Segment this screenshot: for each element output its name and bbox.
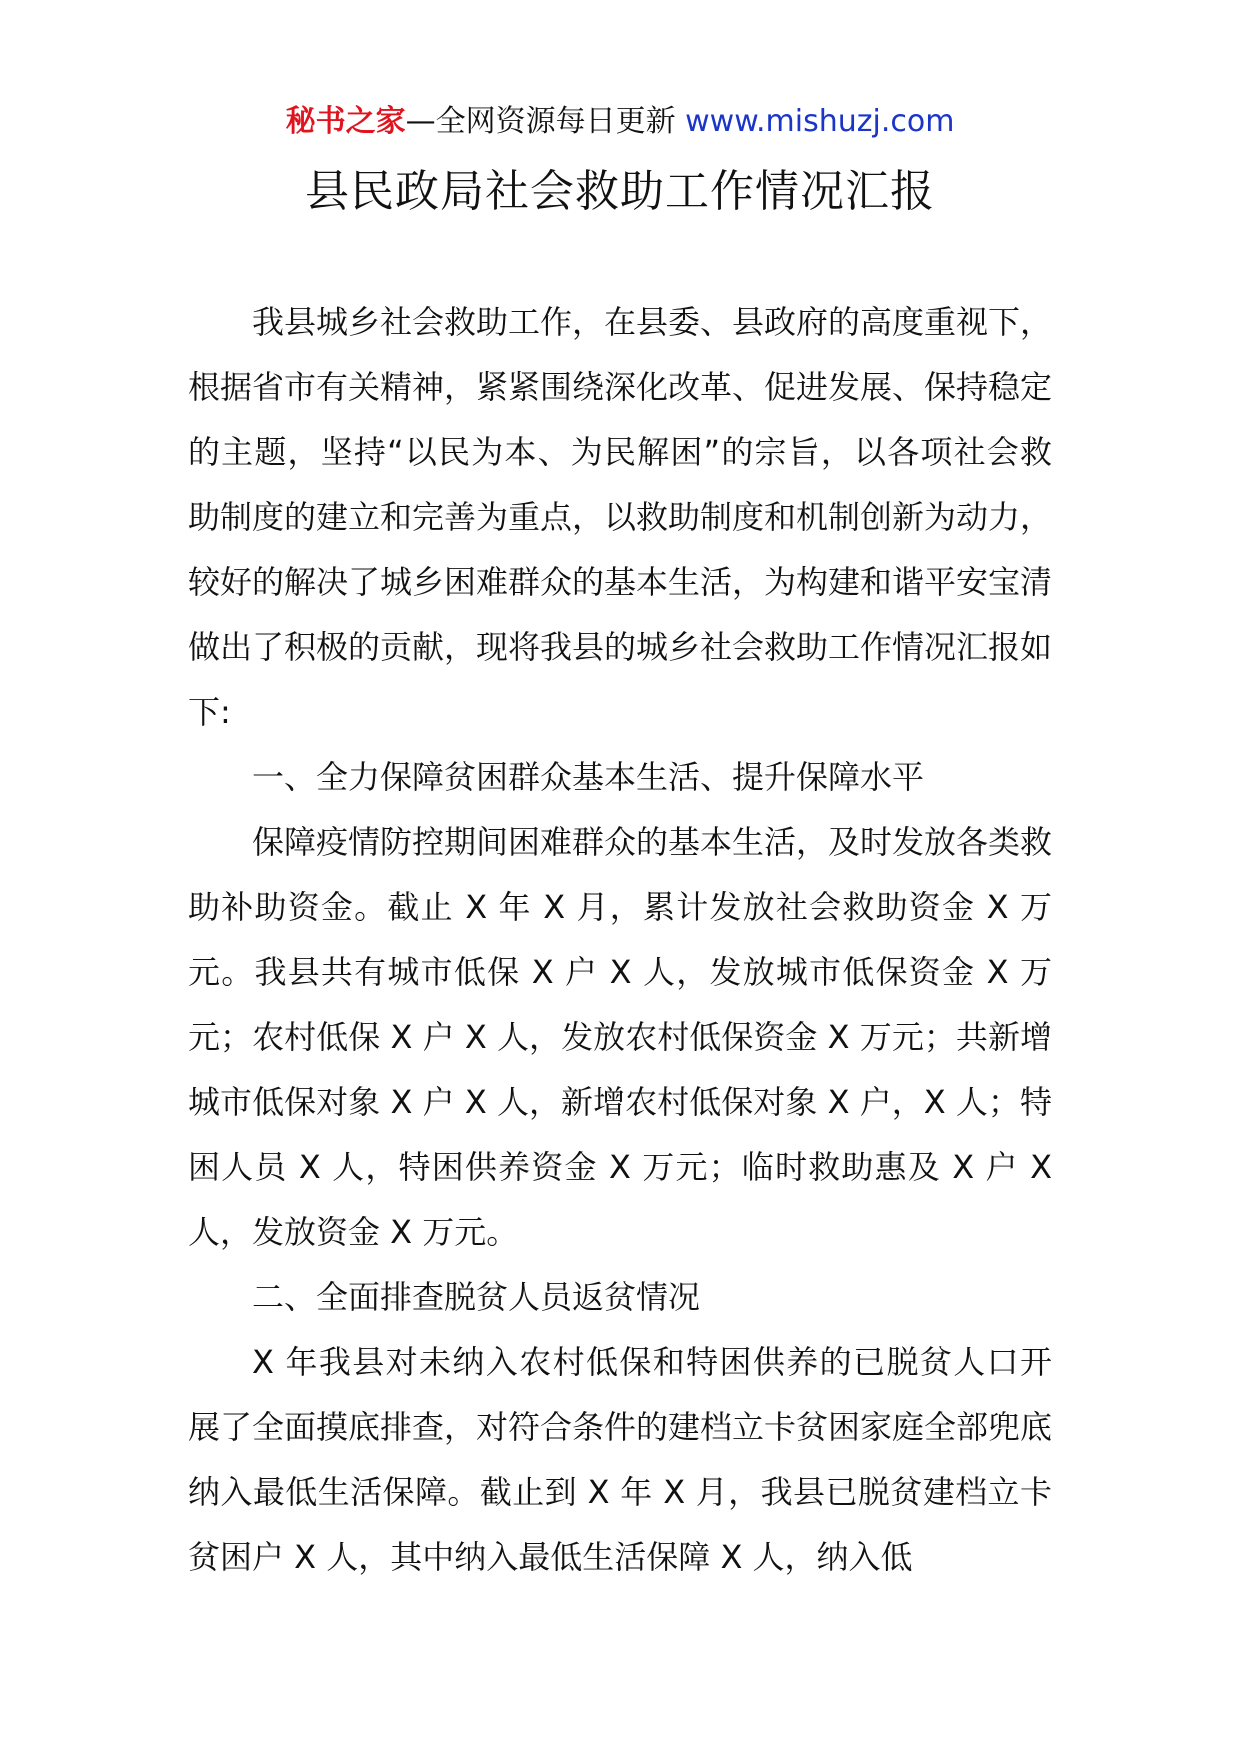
site-header	[0, 100, 1240, 144]
document-body	[188, 290, 1052, 1590]
site-url-link[interactable]: www.mishuzj.com	[685, 104, 955, 139]
brand-name: 秘书之家	[285, 104, 406, 139]
section-2-heading: 二、全面排查脱贫人员返贫情况	[252, 1278, 701, 1316]
section-2-paragraph: X 年我县对未纳入农村低保和特困供养的已脱贫人口开展了全面摸底排查，对符合条件的建档立卡贫困家庭全部兜底纳入最低生活保障。截止到 X 年 X 月，我县已脱贫建档立卡贫困户 X 人，其中纳入最低生活保障 X 人，纳入低	[188, 1343, 1053, 1576]
section-1-heading: 一、全力保障贫困群众基本生活、提升保障水平	[252, 758, 925, 796]
document-title: 县民政局社会救助工作情况汇报	[305, 166, 935, 217]
section-1-paragraph: 保障疫情防控期间困难群众的基本生活，及时发放各类救助补助资金。截止 X 年 X 月，累计发放社会救助资金 X 万元。我县共有城市低保 X 户 X 人，发放城市低保资金 X 万元；农村低保 X 户 X 人，发放农村低保资金 X 万元；共新增城市低保对象 X 户 X 人，新增农村低保对象 X 户，X 人；特困人员 X 人，特困供养资金 X 万元；临时救助惠及 X 户 X 人，发放资金 X 万元。	[188, 823, 1053, 1251]
header-slogan: —全网资源每日更新	[405, 104, 676, 139]
intro-paragraph: 我县城乡社会救助工作，在县委、县政府的高度重视下，根据省市有关精神，紧紧围绕深化改革、促进发展、保持稳定的主题，坚持“以民为本、为民解困”的宗旨，以各项社会救助制度的建立和完善为重点，以救助制度和机制创新为动力，较好的解决了城乡困难群众的基本生活，为构建和谐平安宝清做出了积极的贡献，现将我县的城乡社会救助工作情况汇报如下:	[188, 303, 1053, 731]
